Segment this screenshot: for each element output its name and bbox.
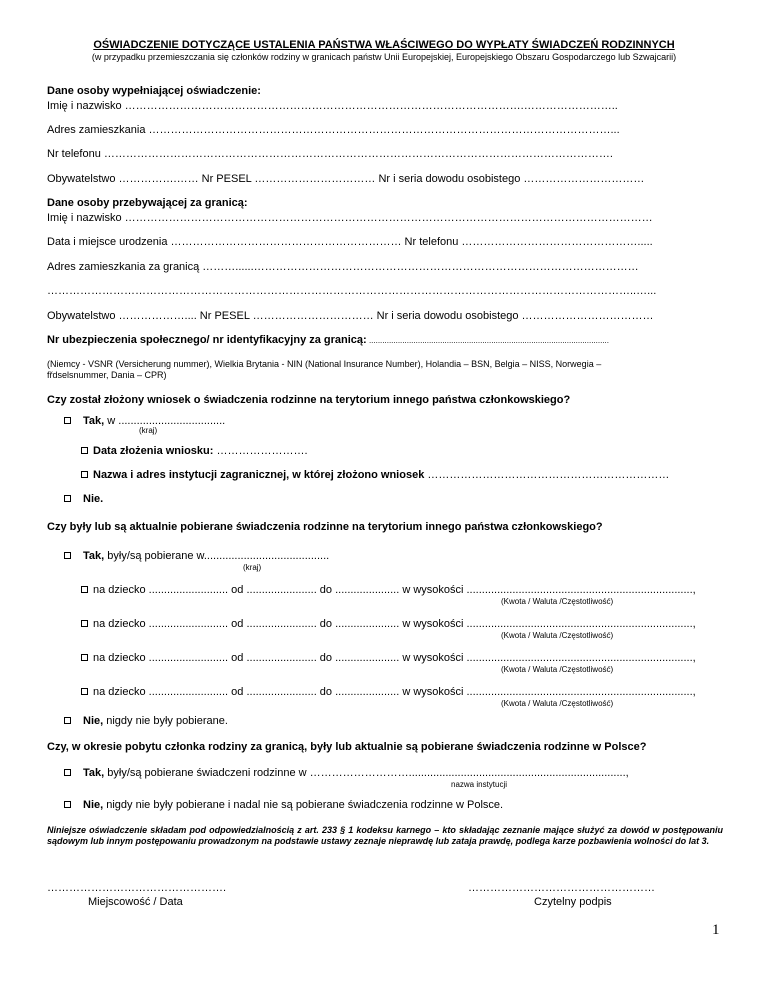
abroad-citizenship-line[interactable]: Obywatelstwo ……………….... Nr PESEL …………………………… Nr i seria dowodu osobistego ………………………………	[47, 310, 654, 322]
declarant-heading: Dane osoby wypełniającej oświadczenie:	[47, 85, 261, 97]
insurance-number-dots: ............................................................................................................	[366, 336, 609, 345]
q2-yes-option[interactable]	[64, 550, 329, 562]
amount-hint: (Kwota / Waluta /Częstotliwość)	[501, 631, 614, 640]
declarant-address-line[interactable]: Adres zamieszkania ………………………………………………………………………………………………………………...	[47, 124, 620, 136]
q2-child-row[interactable]	[81, 686, 696, 698]
q2-child-line[interactable]: na dziecko .......................... od ....................... do ..................... w wysokości ..........................................................................,	[93, 686, 696, 698]
page-number: 1	[712, 922, 720, 938]
signature-label: Czytelny podpis	[534, 896, 612, 908]
q1-no-label: Nie.	[83, 493, 104, 505]
q2-child-line[interactable]: na dziecko .......................... od ....................... do ..................... w wysokości ..........................................................................,	[93, 618, 696, 630]
q3-yes-institution-line[interactable]: były/są pobierane świadczeni rodzinne w ……………………….......................................................................,	[104, 767, 629, 779]
q2-no-checkbox[interactable]	[64, 717, 71, 724]
question-3: Czy, w okresie pobytu członka rodziny za granicą, były lub aktualnie są pobierane świadczenia rodzinne w Polsce?	[47, 741, 647, 753]
declarant-name-line[interactable]: Imię i nazwisko ……………………………………………………………………………………………….……………………..	[47, 100, 618, 112]
q1-date-checkbox[interactable]	[81, 447, 88, 454]
q2-yes-checkbox[interactable]	[64, 552, 71, 559]
abroad-name-line[interactable]: Imię i nazwisko ………………………………………………………………………………………………………………………………	[47, 212, 653, 224]
q2-child-row[interactable]	[81, 584, 696, 596]
form-subtitle: (w przypadku przemieszczania się członków rodziny w granicach państw Unii Europejskiej, Europejskiego Obszaru Gospodarczego lub Szwajcarii)	[91, 52, 677, 62]
q1-date-option[interactable]	[81, 445, 308, 457]
q2-child-checkbox[interactable]	[81, 620, 88, 627]
place-date-label: Miejscowość / Data	[88, 896, 183, 908]
q2-child-checkbox[interactable]	[81, 654, 88, 661]
q1-yes-checkbox[interactable]	[64, 417, 71, 424]
q2-child-checkbox[interactable]	[81, 688, 88, 695]
insurance-number-label: Nr ubezpieczenia społecznego/ nr identyfikacyjny za granicą:	[47, 334, 367, 346]
q2-child-line[interactable]: na dziecko .......................... od ....................... do ..................... w wysokości ..........................................................................,	[93, 584, 696, 596]
q1-country-hint: (kraj)	[139, 426, 158, 435]
q3-no-label: Nie,	[83, 799, 104, 811]
q1-yes-country-line[interactable]: w ...................................	[104, 415, 226, 427]
q2-country-hint: (kraj)	[243, 563, 262, 572]
q1-institution-option[interactable]	[81, 469, 669, 481]
signature-line[interactable]: ……………………………………………	[468, 882, 655, 894]
q3-yes-checkbox[interactable]	[64, 769, 71, 776]
amount-hint: (Kwota / Waluta /Częstotliwość)	[501, 699, 614, 708]
q1-date-label: Data złożenia wniosku:	[93, 445, 214, 457]
q2-no-label: Nie,	[83, 715, 104, 727]
q2-child-line[interactable]: na dziecko .......................... od ....................... do ..................... w wysokości ..........................................................................,	[93, 652, 696, 664]
question-1: Czy został złożony wniosek o świadczenia rodzinne na terytorium innego państwa członkowskiego?	[47, 394, 571, 406]
abroad-heading: Dane osoby przebywającej za granicą:	[47, 197, 248, 209]
q2-child-row[interactable]	[81, 618, 696, 630]
q2-yes-country-line[interactable]: były/są pobierane w.........................................	[104, 550, 330, 562]
q3-no-text: nigdy nie były pobierane i nadal nie są pobierane świadczenia rodzinne w Polsce.	[103, 799, 504, 811]
legal-statement: Niniejsze oświadczenie składam pod odpowiedzialnością z art. 233 § 1 kodeksu karnego – kto składając zeznanie mające służyć za dowód w postępowaniu sądowym lub innym postępowaniu prowadzonym na podstawie ustawy zeznaje nieprawdę lub zataja prawdę, podlega karze pozbawienia wolności do lat 3.	[47, 825, 723, 846]
q1-date-line[interactable]: …………………….	[213, 445, 308, 457]
amount-hint: (Kwota / Waluta /Częstotliwość)	[501, 597, 614, 606]
abroad-birth-phone-line[interactable]: Data i miejsce urodzenia ……………………………………………………… Nr telefonu ………………………………………….....	[47, 236, 653, 248]
q1-institution-checkbox[interactable]	[81, 471, 88, 478]
amount-hint: (Kwota / Waluta /Częstotliwość)	[501, 665, 614, 674]
q2-yes-label: Tak,	[83, 550, 105, 562]
insurance-examples-line-2: fřdselsnummer, Dania – CPR)	[47, 370, 167, 380]
q3-no-option[interactable]	[64, 799, 503, 811]
q1-yes-label: Tak,	[83, 415, 105, 427]
insurance-number-line[interactable]	[47, 334, 609, 346]
insurance-examples-line-1: (Niemcy - VSNR (Versicherung nummer), Wielkia Brytania - NIN (National Insurance Number), Holandia – BSN, Belgia – NISS, Norwegia –	[47, 359, 602, 369]
q3-yes-option[interactable]	[64, 767, 629, 779]
q2-child-checkbox[interactable]	[81, 586, 88, 593]
q3-institution-hint: nazwa instytucji	[451, 780, 508, 789]
q3-yes-label: Tak,	[83, 767, 105, 779]
declarant-citizenship-line[interactable]: Obywatelstwo …………….…… Nr PESEL …………………………… Nr i seria dowodu osobistego ……………………………	[47, 173, 645, 185]
form-title: OŚWIADCZENIE DOTYCZĄCE USTALENIA PAŃSTWA WŁAŚCIWEGO DO WYPŁATY ŚWIADCZEŃ RODZINNYCH	[93, 39, 675, 51]
q1-no-option[interactable]	[64, 493, 103, 505]
abroad-address-line[interactable]: Adres zamieszkania za granicą ………......……………………………………………………………………………………………	[47, 261, 639, 273]
q1-institution-label: Nazwa i adres instytucji zagranicznej, w której złożono wniosek	[93, 469, 425, 481]
q2-child-row[interactable]	[81, 652, 696, 664]
q1-no-checkbox[interactable]	[64, 495, 71, 502]
declarant-phone-line[interactable]: Nr telefonu ………………………………………………………………………………………………………………………….	[47, 148, 613, 160]
abroad-address-line-2[interactable]: ……………………………………………………………………………………………………………………………………………..…...	[47, 285, 657, 297]
q1-institution-line[interactable]: …………………………………………………………	[424, 469, 670, 481]
q2-no-option[interactable]	[64, 715, 228, 727]
q2-no-text: nigdy nie były pobierane.	[103, 715, 228, 727]
place-date-line[interactable]: ………………………………………….	[47, 882, 227, 894]
q3-no-checkbox[interactable]	[64, 801, 71, 808]
question-2: Czy były lub są aktualnie pobierane świadczenia rodzinne na terytorium innego państwa członkowskiego?	[47, 521, 603, 533]
